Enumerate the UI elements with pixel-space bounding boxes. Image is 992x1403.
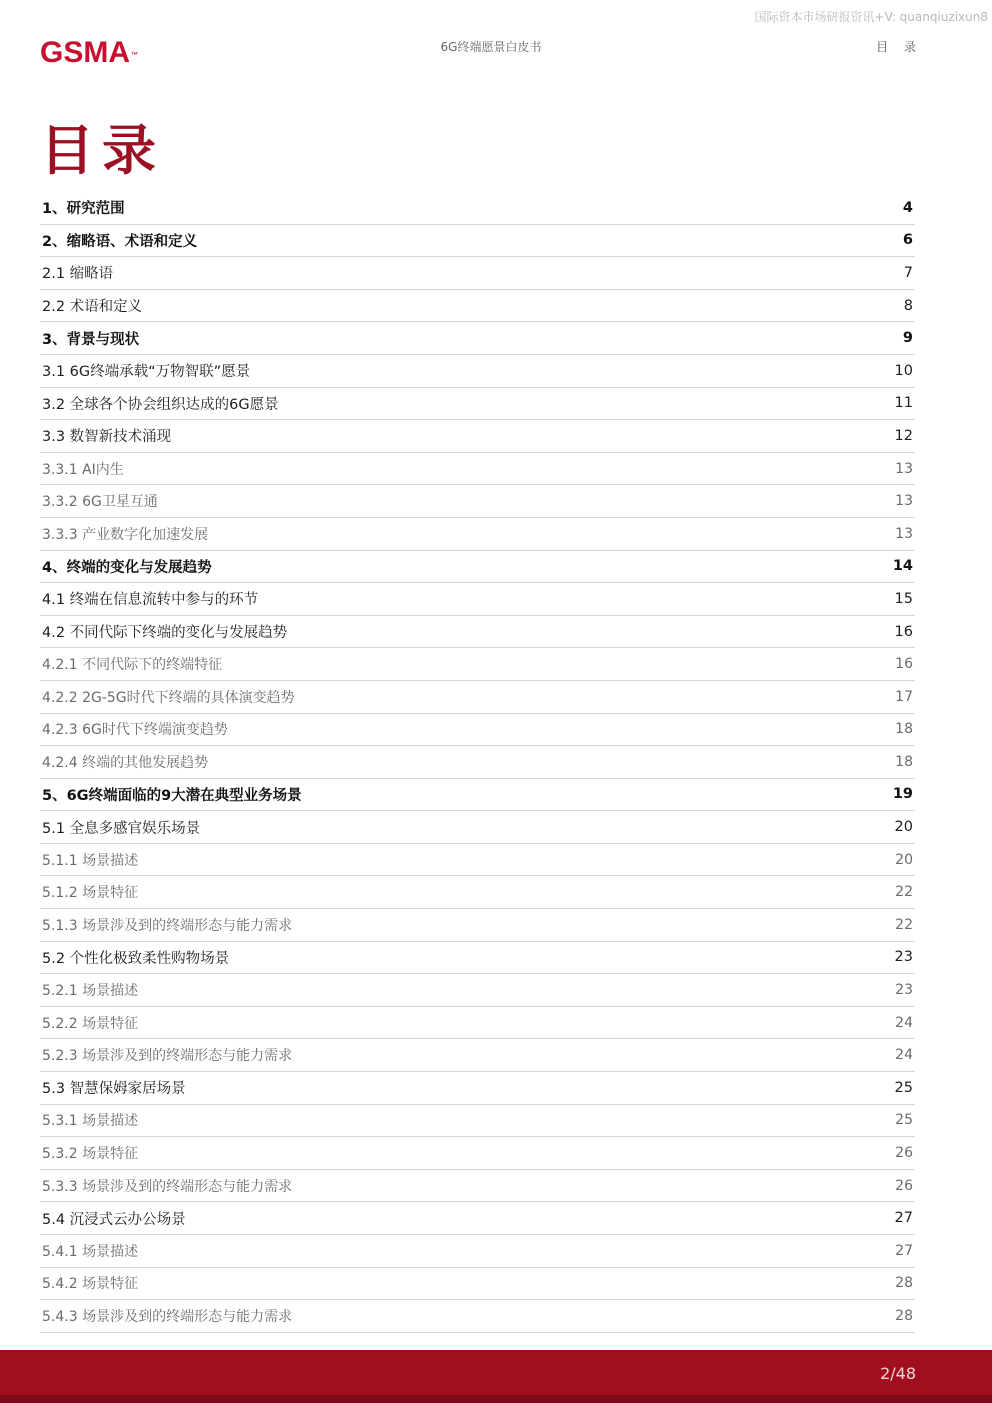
toc-entry-label: 2、缩略语、术语和定义 bbox=[42, 233, 198, 250]
toc-entry-label: 4.2.2 2G-5G时代下终端的具体演变趋势 bbox=[42, 689, 295, 706]
toc-entry[interactable] bbox=[40, 1007, 915, 1040]
toc-entry-label: 5.2 个性化极致柔性购物场景 bbox=[42, 950, 230, 967]
toc-entry[interactable] bbox=[40, 811, 915, 844]
toc-entry-label: 2.1 缩略语 bbox=[42, 266, 114, 283]
toc-entry[interactable] bbox=[40, 876, 915, 909]
toc-entry[interactable] bbox=[40, 1235, 915, 1268]
toc-entry[interactable] bbox=[40, 714, 915, 747]
toc-entry-page: 13 bbox=[895, 460, 913, 477]
footer-divider bbox=[0, 1395, 992, 1403]
toc-entry-page: 27 bbox=[895, 1242, 913, 1259]
toc-entry-label: 4.2.3 6G时代下终端演变趋势 bbox=[42, 722, 228, 739]
toc-entry-label: 4.2 不同代际下终端的变化与发展趋势 bbox=[42, 625, 288, 642]
toc-entry[interactable] bbox=[40, 942, 915, 975]
toc-entry-page: 16 bbox=[894, 623, 913, 640]
toc-entry-page: 24 bbox=[895, 1047, 913, 1064]
toc-entry-label: 5.3.1 场景描述 bbox=[42, 1113, 139, 1130]
toc-entry[interactable] bbox=[40, 485, 915, 518]
gsma-logo: GSMA™ bbox=[40, 36, 138, 69]
toc-entry-label: 1、研究范围 bbox=[42, 201, 125, 218]
toc-entry[interactable] bbox=[40, 1300, 915, 1333]
toc-entry-page: 15 bbox=[894, 590, 913, 607]
toc-entry-label: 5.3 智慧保姆家居场景 bbox=[42, 1081, 186, 1098]
toc-entry-label: 5.2.1 场景描述 bbox=[42, 983, 139, 1000]
toc-entry-label: 2.2 术语和定义 bbox=[42, 299, 143, 316]
toc-entry-label: 5.3.2 场景特征 bbox=[42, 1146, 139, 1163]
watermark-text: 国际资本市场研报资讯+V: quanqiuzixun8 bbox=[754, 10, 988, 24]
toc-entry-page: 25 bbox=[895, 1112, 913, 1129]
toc-entry-label: 5.3.3 场景涉及到的终端形态与能力需求 bbox=[42, 1178, 293, 1195]
toc-entry-label: 5.1 全息多感官娱乐场景 bbox=[42, 820, 201, 837]
toc-entry[interactable] bbox=[40, 779, 915, 812]
toc-entry-page: 6 bbox=[902, 232, 913, 249]
toc-entry-label: 3.3.2 6G卫星互通 bbox=[42, 494, 158, 511]
toc-entry-page: 24 bbox=[895, 1014, 913, 1031]
toc-entry[interactable] bbox=[40, 192, 915, 225]
toc-entry[interactable] bbox=[40, 1170, 915, 1203]
toc-entry-label: 5.4.2 场景特征 bbox=[42, 1276, 139, 1293]
toc-entry[interactable] bbox=[40, 322, 915, 355]
toc-entry-page: 13 bbox=[895, 493, 913, 510]
toc-entry-label: 4.2.4 终端的其他发展趋势 bbox=[42, 754, 209, 771]
toc-entry-label: 3、背景与现状 bbox=[42, 331, 140, 348]
table-of-contents bbox=[40, 192, 915, 1333]
toc-entry-page: 4 bbox=[902, 199, 913, 216]
toc-entry-page: 27 bbox=[894, 1210, 913, 1227]
toc-entry-label: 4.1 终端在信息流转中参与的环节 bbox=[42, 592, 259, 609]
toc-entry-page: 23 bbox=[894, 949, 913, 966]
toc-entry-page: 11 bbox=[894, 395, 913, 412]
toc-entry-page: 23 bbox=[895, 982, 913, 999]
toc-entry-page: 26 bbox=[895, 1145, 913, 1162]
toc-entry[interactable] bbox=[40, 746, 915, 779]
toc-entry-label: 5.2.2 场景特征 bbox=[42, 1015, 139, 1032]
section-label: 目 录 bbox=[876, 40, 922, 54]
toc-entry-label: 5.1.1 场景描述 bbox=[42, 852, 139, 869]
toc-entry-page: 28 bbox=[895, 1275, 913, 1292]
toc-entry[interactable] bbox=[40, 551, 915, 584]
toc-entry-page: 20 bbox=[895, 851, 913, 868]
toc-entry[interactable] bbox=[40, 681, 915, 714]
toc-entry[interactable] bbox=[40, 1105, 915, 1138]
toc-entry-page: 20 bbox=[894, 819, 913, 836]
toc-entry[interactable] bbox=[40, 583, 915, 616]
toc-entry[interactable] bbox=[40, 616, 915, 649]
toc-entry[interactable] bbox=[40, 1268, 915, 1301]
toc-entry[interactable] bbox=[40, 1039, 915, 1072]
toc-entry-page: 16 bbox=[895, 656, 913, 673]
toc-entry[interactable] bbox=[40, 648, 915, 681]
toc-entry[interactable] bbox=[40, 388, 915, 421]
toc-entry-label: 5.4.1 场景描述 bbox=[42, 1243, 139, 1260]
toc-entry-page: 22 bbox=[895, 884, 913, 901]
toc-entry-page: 26 bbox=[895, 1177, 913, 1194]
toc-entry-label: 3.3 数智新技术涌现 bbox=[42, 429, 172, 446]
toc-entry-page: 25 bbox=[894, 1079, 913, 1096]
toc-entry-page: 10 bbox=[894, 362, 913, 379]
toc-entry-label: 4.2.1 不同代际下的终端特征 bbox=[42, 657, 223, 674]
toc-entry-page: 13 bbox=[895, 525, 913, 542]
toc-entry-label: 5.1.2 场景特征 bbox=[42, 885, 139, 902]
toc-entry-page: 7 bbox=[903, 264, 913, 281]
toc-entry[interactable] bbox=[40, 257, 915, 290]
toc-entry[interactable] bbox=[40, 225, 915, 258]
toc-entry[interactable] bbox=[40, 1072, 915, 1105]
toc-entry-label: 5、6G终端面临的9大潜在典型业务场景 bbox=[42, 787, 302, 804]
toc-entry[interactable] bbox=[40, 355, 915, 388]
toc-entry[interactable] bbox=[40, 1137, 915, 1170]
toc-entry-label: 5.4 沉浸式云办公场景 bbox=[42, 1211, 186, 1228]
toc-entry-label: 3.3.3 产业数字化加速发展 bbox=[42, 526, 209, 543]
toc-entry-page: 8 bbox=[903, 297, 913, 314]
toc-entry-page: 19 bbox=[892, 786, 913, 803]
toc-entry-label: 5.2.3 场景涉及到的终端形态与能力需求 bbox=[42, 1048, 293, 1065]
toc-entry[interactable] bbox=[40, 290, 915, 323]
toc-entry-label: 5.1.3 场景涉及到的终端形态与能力需求 bbox=[42, 917, 293, 934]
toc-entry-label: 4、终端的变化与发展趋势 bbox=[42, 559, 212, 576]
toc-entry[interactable] bbox=[40, 974, 915, 1007]
page-indicator: 2/48 bbox=[880, 1364, 916, 1383]
toc-entry-page: 14 bbox=[892, 558, 913, 575]
toc-entry[interactable] bbox=[40, 1202, 915, 1235]
toc-entry-page: 22 bbox=[895, 916, 913, 933]
footer-bar bbox=[0, 1350, 992, 1403]
toc-entry[interactable] bbox=[40, 453, 915, 486]
toc-entry[interactable] bbox=[40, 518, 915, 551]
toc-entry-label: 5.4.3 场景涉及到的终端形态与能力需求 bbox=[42, 1308, 293, 1325]
toc-entry-page: 9 bbox=[902, 330, 913, 347]
toc-entry-label: 3.3.1 AI内生 bbox=[42, 461, 124, 478]
toc-entry-page: 28 bbox=[895, 1307, 913, 1324]
toc-entry[interactable] bbox=[40, 420, 915, 453]
toc-entry-page: 12 bbox=[894, 427, 913, 444]
toc-entry[interactable] bbox=[40, 844, 915, 877]
toc-entry-page: 18 bbox=[895, 721, 913, 738]
toc-entry-page: 17 bbox=[895, 688, 913, 705]
toc-entry-page: 18 bbox=[895, 753, 913, 770]
toc-entry-label: 3.1 6G终端承载“万物智联”愿景 bbox=[42, 364, 251, 381]
toc-entry[interactable] bbox=[40, 909, 915, 942]
page-title: 目录 bbox=[40, 119, 164, 182]
document-title: 6G终端愿景白皮书 bbox=[440, 40, 542, 54]
toc-entry-label: 3.2 全球各个协会组织达成的6G愿景 bbox=[42, 396, 279, 413]
